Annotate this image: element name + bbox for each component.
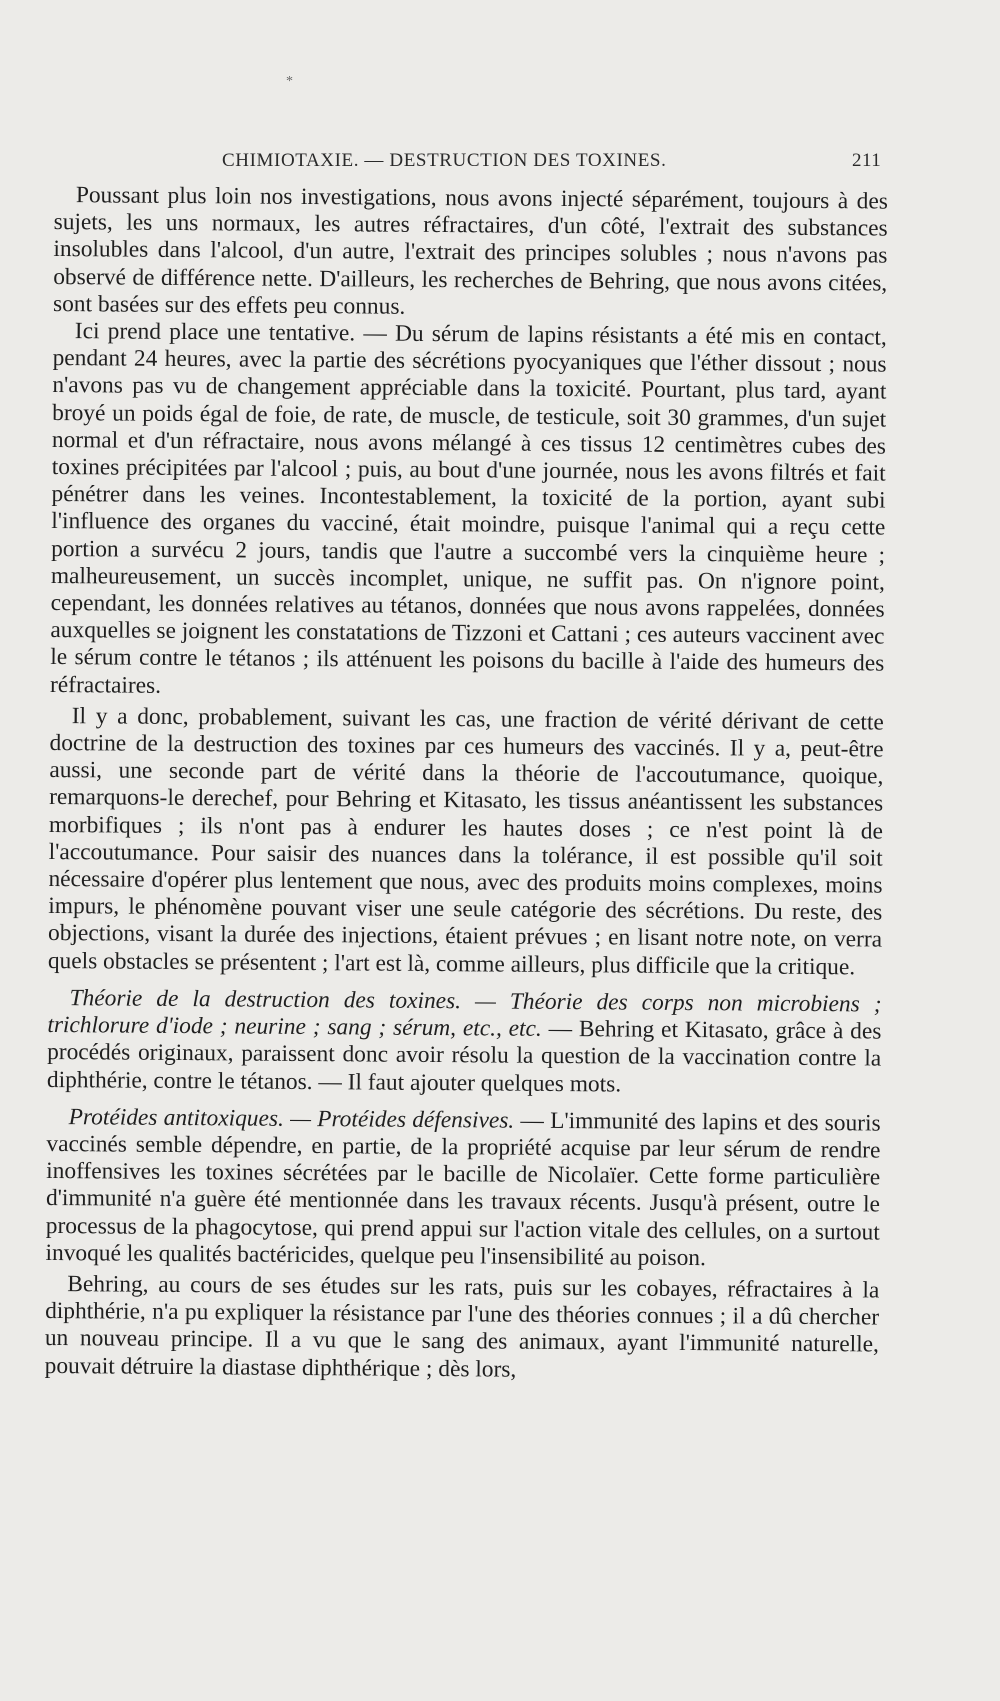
paragraph-5-text: — L'immunité des lapins et des souris vaccinés semble dépendre, en partie, de la propriété acquise par leur sérum de rendre inoffensives les toxines sécrétées par le bacille de Nicolaïer. Cette forme particulière d'immunité n'a guère été mentionnée dans les travaux récents. Jusqu'à présent, outre le processus de la phagocytose, qui prend appui sur l'action vitale des cellules, on a surtout invoqué les qualités bactéricides, quelque peu l'insensibilité au poison. — [45, 1107, 881, 1271]
paragraph-5-italic-heading: Protéides antitoxiques. — Protéides défensives. — [68, 1103, 515, 1134]
paragraph-2: Ici prend place une tentative. — Du sérum de lapins résistants a été mis en contact, pendant 24 heures, avec la partie des sécrétions pyocyaniques que l'éther dissout ; nous n'avons pas vu de changement appréciable dans la toxicité. Pourtant, plus tard, ayant broyé un poids égal de foie, de rate, de muscle, de testicule, soit 30 grammes, d'un sujet normal et d'un réfractaire, nous avons mélangé à ces tissus 12 centimètres cubes des toxines précipitées par l'alcool ; puis, au bout d'une journée, nous les avons filtrés et fait pénétrer dans les veines. Incontestablement, la toxicité de la portion, ayant subi l'influence des organes du vacciné, était moindre, puisque l'animal qui a reçu cette portion a survécu 2 jours, tandis que l'autre a succombé vers la cinquième heure ; malheureusement, un succès incomplet, unique, ne suffit pas. On n'ignore point, cependant, les données relatives au tétanos, données que nous avons rappelées, données auxquelles se joignent les constatations de Tizzoni et Cattani ; ces auteurs vaccinent avec le sérum contre le tétanos ; ils atténuent les poisons du bacille à l'aide des humeurs des réfractaires. — [49, 318, 887, 699]
paragraph-4 — [47, 985, 882, 1100]
paragraph-4-italic-heading: Théorie de la destruction des toxines. — Théorie des corps non microbiens ; trichlorure d'iode ; neurine ; sang ; sérum, etc., etc. — [47, 985, 882, 1042]
paragraph-1: Poussant plus loin nos investigations, nous avons injecté séparément, toujours à des sujets, les uns normaux, les autres réfractaires, d'un côté, l'extrait des substances insolubles dans l'alcool, d'un autre, l'extrait des principes solubles ; nous n'avons pas observé de différence nette. D'ailleurs, les recherches de Behring, que nous avons citées, sont basées sur des effets peu connus. — [52, 182, 888, 320]
body-text — [45, 182, 888, 1386]
paragraph-3: Il y a donc, probablement, suivant les cas, une fraction de vérité dérivant de cette doctrine de la destruction des toxines par ces humeurs des vaccinés. Il y a, peut-être aussi, une seconde part de vérité dans la théorie de l'accoutumance, quoique, remarquons-le derechef, pour Behring et Kitasato, les tissus anéantissent les substances morbifiques ; ils n'ont pas à endurer les hautes doses ; ce n'est point là de l'accoutumance. Pour saisir des nuances dans la tolérance, il est possible qu'il soit nécessaire d'opérer plus lentement que nous, avec des produits moins complexes, moins impurs, le phénomène pouvant viser une seule catégorie des sécrétions. Du reste, des objections, visant la durée des injections, étaient prévues ; en lisant notre note, on verra quels obstacles se présentent ; l'art est là, comme ailleurs, plus difficile que la critique. — [47, 703, 884, 981]
page-number: 211 — [852, 150, 882, 171]
running-head: CHIMIOTAXIE. — DESTRUCTION DES TOXINES. — [222, 150, 667, 171]
stray-mark: * — [286, 74, 293, 89]
paragraph-5 — [45, 1104, 880, 1274]
paragraph-4-text: — Behring et Kitasato, grâce à des procédés originaux, paraissent donc avoir résolu la question de la vaccination contre la diphthérie, contre le tétanos. — Il faut ajouter quelques mots. — [46, 1015, 882, 1097]
paragraph-6: Behring, au cours de ses études sur les rats, puis sur les cobayes, réfractaires à la diphthérie, n'a pu expliquer la résistance par l'une des théories connues ; il a dû chercher un nouveau principe. Il a vu que le sang des animaux, ayant l'immunité naturelle, pouvait détruire la diastase diphthérique ; dès lors, — [44, 1271, 880, 1383]
